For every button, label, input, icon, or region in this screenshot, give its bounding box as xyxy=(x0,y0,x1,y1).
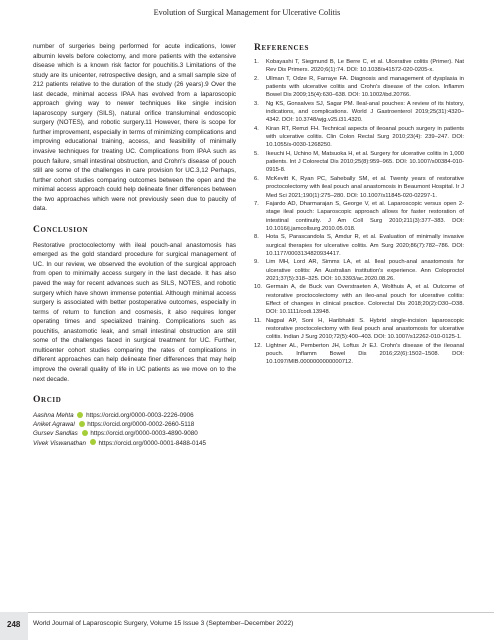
reference-number: 5. xyxy=(254,150,259,157)
reference-text: Ullman T, Odze R, Farraye FA. Diagnosis and management of dysplasia in patients with ulcerative colitis and Crohn's disease of the colon. Inflamm Bowel Dis 2009;15(4):630–638. DOI: 10.1002/ibd.20766. xyxy=(266,75,464,99)
reference-item xyxy=(254,317,464,342)
reference-text: Germain A, de Buck van Overstraeten A, Wolthuis A, et al. Outcome of restorative proctocolectomy with an ileo-anal pouch for ulcerative colitis: Effect of changes in clinical practice. Colorectal Dis 2018;20(2):O30–O38. DOI: 10.1111/codi.13948. xyxy=(266,284,464,316)
reference-item xyxy=(254,342,464,367)
page-number: 248 xyxy=(7,620,21,629)
orcid-entry xyxy=(33,439,236,448)
reference-text: Kiran RT, Remzi FH. Technical aspects of ileoanal pouch surgery in patients with ulcerative colitis. Clin Colon Rectal Surg 2010;23(4): 239–247. DOI: 10.1055/s-0030-1268250. xyxy=(266,125,464,149)
orcid-icon xyxy=(77,412,83,418)
reference-text: Kobayashi T, Siegmund B, Le Berre C, et al. Ulcerative colitis (Primer). Nat Rev Dis Primers. 2020;6(1):74. DOI: 10.1038/s41572-020-0205-x. xyxy=(266,59,464,74)
reference-number: 7. xyxy=(254,200,259,207)
author-name: Vivek Viswanathan xyxy=(33,439,86,447)
author-name: Gursev Sandlas xyxy=(33,430,78,438)
reference-number: 9. xyxy=(254,259,259,266)
reference-item xyxy=(254,150,464,175)
reference-item xyxy=(254,75,464,100)
reference-text: Ikeuchi H, Uchino M, Matsuoka H, et al. Surgery for ulcerative colitis in 1,000 patients. Int J Colorectal Dis 2010;25(8):959–965. DOI: 10.1007/s00384-010-0915-8. xyxy=(266,150,464,174)
reference-number: 10. xyxy=(254,284,262,291)
reference-number: 12. xyxy=(254,342,262,349)
reference-item xyxy=(254,233,464,258)
right-column xyxy=(254,42,464,367)
reference-item xyxy=(254,258,464,283)
reference-text: Hota S, Parascandola S, Amdur R, et al. Evaluation of minimally invasive surgical therapies for ulcerative colitis. Am Surg 2020;86(7):782–786. DOI: 10.1177/0003134820934417. xyxy=(266,234,464,257)
orcid-link[interactable]: https://orcid.org/0000-0003-4890-9080 xyxy=(90,430,198,438)
orcid-entry xyxy=(33,411,236,420)
reference-number: 8. xyxy=(254,234,259,241)
left-column xyxy=(33,42,236,448)
orcid-list xyxy=(33,411,236,448)
reference-text: Lightner AL, Pemberton JH, Loftus Jr EJ. Crohn's disease of the ileoanal pouch. Inflamm Bowel Dis 2016;22(6):1502–1508. DOI: 10.1097/MIB.0000000000000712. xyxy=(266,342,464,366)
conclusion-heading: Conclusion xyxy=(33,223,89,235)
orcid-link[interactable]: https://orcid.org/0000-0003-2226-0906 xyxy=(86,412,194,420)
author-name: Aniket Agrawal xyxy=(33,421,75,429)
reference-item xyxy=(254,200,464,233)
reference-item xyxy=(254,58,464,75)
reference-text: Fajardo AD, Dharmarajan S, George V, et al. Laparoscopic versus open 2-stage ileal pouch: Laparoscopic approach allows for faster restoration of intestinal continuity. J Am Coll Surg 2010;211(3):377–383. DOI: 10.1016/j.jamcollsurg.2010.05.018. xyxy=(266,200,464,232)
reference-item xyxy=(254,283,464,316)
body-paragraph: number of surgeries being performed for acute indications, lower albumin levels before colectomy, and more patients with the extensive disease which is a known risk factor for pouchitis.3 Limitations of the study are its unicenter, retrospective design, and a small sample size of 212 patients relative to the duration of the study (26 years).9 Over the last decade, minimal access IPAA has evolved from a laparoscopic approach giving way to newer techniques like single incision laparoscopy surgery (SILS), natural orifice transluminal endoscopic surgery (NOTES), and robotic surgery.11 However, there is scope for further improvement, especially in terms of minimizing complications and improving educational training, access, and feasibility of minimally invasive techniques for treating UC. Complications from IPAA such as pouch failure, small intestinal obstruction, and Crohn's disease of pouch still are some of the challenges in care provision for UC.3,12 Perhaps, further cohort studies comparing outcomes between the open and the minimal access approach could help delineate finer differences between the two approaches which were not previously seen due to paucity of data. xyxy=(33,43,236,213)
reference-list xyxy=(254,58,464,367)
reference-text: Lim MH, Lord AR, Simms LA, et al. Ileal pouch-anal anastomosis for ulcerative colitis: An Australian institution's experience. Ann Coloproctol 2021;37(5):318–325. DOI: 10.3393/ac.2020.08.26. xyxy=(266,259,464,282)
orcid-link[interactable]: https://orcid.org/0000-0001-8488-0145 xyxy=(98,439,206,447)
orcid-icon xyxy=(79,421,85,427)
orcid-entry xyxy=(33,429,236,438)
author-name: Aashna Mehta xyxy=(33,412,74,420)
orcid-icon xyxy=(82,430,88,436)
reference-number: 1. xyxy=(254,59,259,65)
reference-number: 3. xyxy=(254,100,259,107)
orcid-heading: Orcid xyxy=(33,394,62,406)
references-heading: References xyxy=(254,42,309,53)
reference-text: Ng KS, Gonsalves SJ, Sagar PM. Ileal-anal pouches: A review of its history, indications, and complications. World J Gastroenterol 2019;25(31):4320–4342. DOI: 10.3748/wjg.v25.i31.4320. xyxy=(266,100,464,124)
running-head: Evolution of Surgical Management for Ulcerative Colitis xyxy=(153,8,341,17)
conclusion-paragraph: Restorative proctocolectomy with ileal pouch-anal anastomosis has emerged as the gold standard procedure for surgical management of UC. In our review, we observed the evolution of the surgical approach from open to minimally access surgery in the last decade. It has also paved the way for recent advances such as SILS, NOTES, and robotic surgery which have shown immense potential. Although minimal access surgery is associated with better postoperative outcomes, especially in terms of return to function and cosmesis, it also requires longer operating times and specialized training. Complications such as pouchitis, anastomotic leak, and small intestinal obstruction are still some of the challenges faced in surgical treatment for UC. Further, multicenter cohort studies comparing the rates of complications in different approaches can help delineate finer differences that may help improve the overall quality of life in UC patients as we move on to the next decade. xyxy=(33,241,236,383)
reference-item xyxy=(254,100,464,125)
reference-text: McKevitt K, Ryan PC, Sahebally SM, et al. Twenty years of restorative proctocolectomy with ileal pouch anal anastomosis in Beaumont Hospital. Ir J Med Sci 2021;190(1):275–280. DOI: 10.1007/s11845-020-02297-1. xyxy=(266,175,464,199)
reference-number: 2. xyxy=(254,75,259,82)
reference-number: 11. xyxy=(254,317,262,324)
footer-divider xyxy=(0,612,494,613)
reference-number: 6. xyxy=(254,175,259,182)
journal-citation: World Journal of Laparoscopic Surgery, Volume 15 Issue 3 (September–December 2022) xyxy=(33,620,294,627)
reference-item xyxy=(254,175,464,200)
orcid-link[interactable]: https://orcid.org/0000-0002-2660-5118 xyxy=(87,421,195,429)
orcid-entry xyxy=(33,420,236,429)
reference-text: Nagpal AP, Soni H, Haribhakti S. Hybrid single-incision laparoscopic restorative proctocolectomy with ileal pouch anal anastomosis for ulcerative colitis. Indian J Surg 2010;72(5):400–403. DOI: 10.1007/s12262-010-0125-1. xyxy=(266,317,464,341)
orcid-icon xyxy=(90,439,96,445)
reference-number: 4. xyxy=(254,125,259,132)
reference-item xyxy=(254,125,464,150)
